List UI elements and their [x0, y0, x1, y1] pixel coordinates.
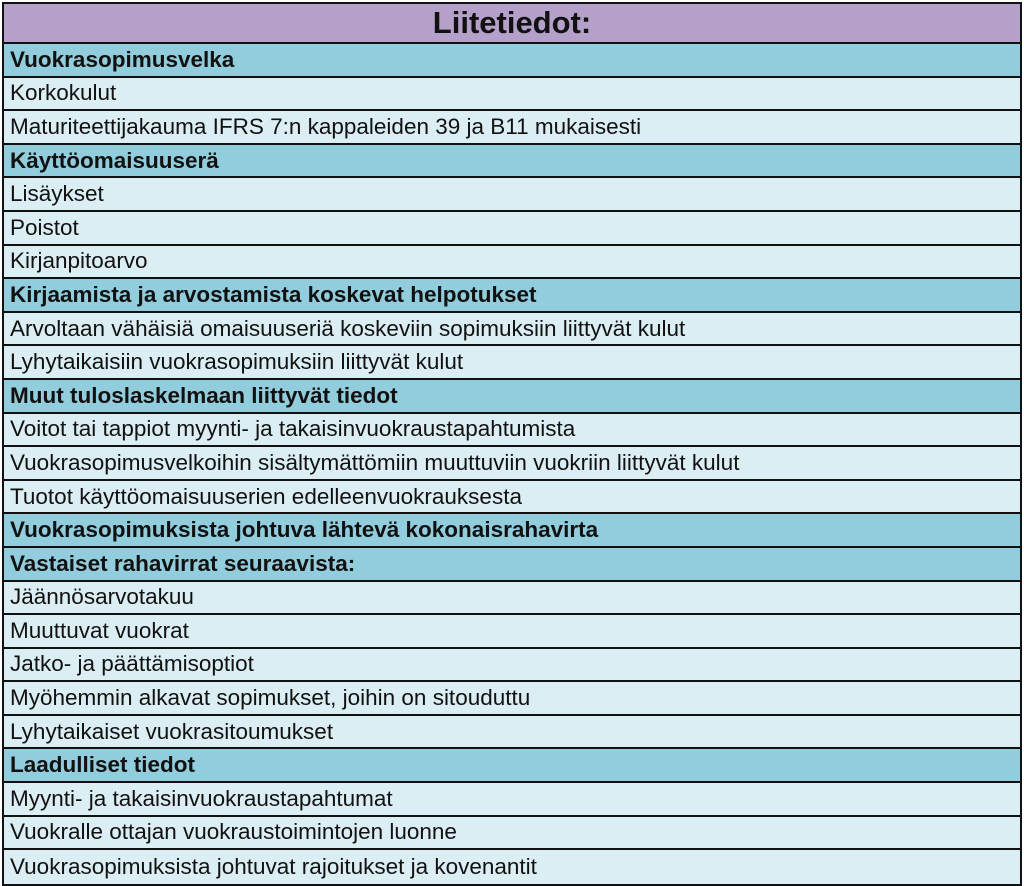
- table-row: Tuotot käyttöomaisuuserien edelleenvuokrauksesta: [4, 481, 1020, 515]
- table-row: Poistot: [4, 212, 1020, 246]
- table-row: Lyhytaikaiset vuokrasitoumukset: [4, 716, 1020, 750]
- section-header-row: Laadulliset tiedot: [4, 749, 1020, 783]
- section-header-row: Vuokrasopimuksista johtuva lähtevä kokonaisrahavirta: [4, 514, 1020, 548]
- table-row: Voitot tai tappiot myynti- ja takaisinvuokraustapahtumista: [4, 414, 1020, 448]
- section-header-row: Muut tuloslaskelmaan liittyvät tiedot: [4, 380, 1020, 414]
- table-row: Myynti- ja takaisinvuokraustapahtumat: [4, 783, 1020, 817]
- section-header-row: Kirjaamista ja arvostamista koskevat helpotukset: [4, 279, 1020, 313]
- table-title: Liitetiedot:: [4, 4, 1020, 44]
- table-row: Jäännösarvotakuu: [4, 582, 1020, 616]
- table-row: Kirjanpitoarvo: [4, 246, 1020, 280]
- table-row: Lyhytaikaisiin vuokrasopimuksiin liittyvät kulut: [4, 346, 1020, 380]
- table-row: Myöhemmin alkavat sopimukset, joihin on sitouduttu: [4, 682, 1020, 716]
- table-row: Lisäykset: [4, 178, 1020, 212]
- table-body: [4, 44, 1020, 884]
- section-header-row: Vuokrasopimusvelka: [4, 44, 1020, 78]
- table-row: Arvoltaan vähäisiä omaisuuseriä koskeviin sopimuksiin liittyvät kulut: [4, 313, 1020, 347]
- section-header-row: Käyttöomaisuuserä: [4, 145, 1020, 179]
- table-row: Muuttuvat vuokrat: [4, 615, 1020, 649]
- table-row: Vuokrasopimuksista johtuvat rajoitukset ja kovenantit: [4, 850, 1020, 884]
- table-row: Vuokralle ottajan vuokraustoimintojen luonne: [4, 817, 1020, 851]
- table-row: Vuokrasopimusvelkoihin sisältymättömiin muuttuviin vuokriin liittyvät kulut: [4, 447, 1020, 481]
- table-row: Maturiteettijakauma IFRS 7:n kappaleiden 39 ja B11 mukaisesti: [4, 111, 1020, 145]
- table-row: Korkokulut: [4, 78, 1020, 112]
- table-row: Jatko- ja päättämisoptiot: [4, 649, 1020, 683]
- section-header-row: Vastaiset rahavirrat seuraavista:: [4, 548, 1020, 582]
- disclosure-table: [2, 2, 1022, 886]
